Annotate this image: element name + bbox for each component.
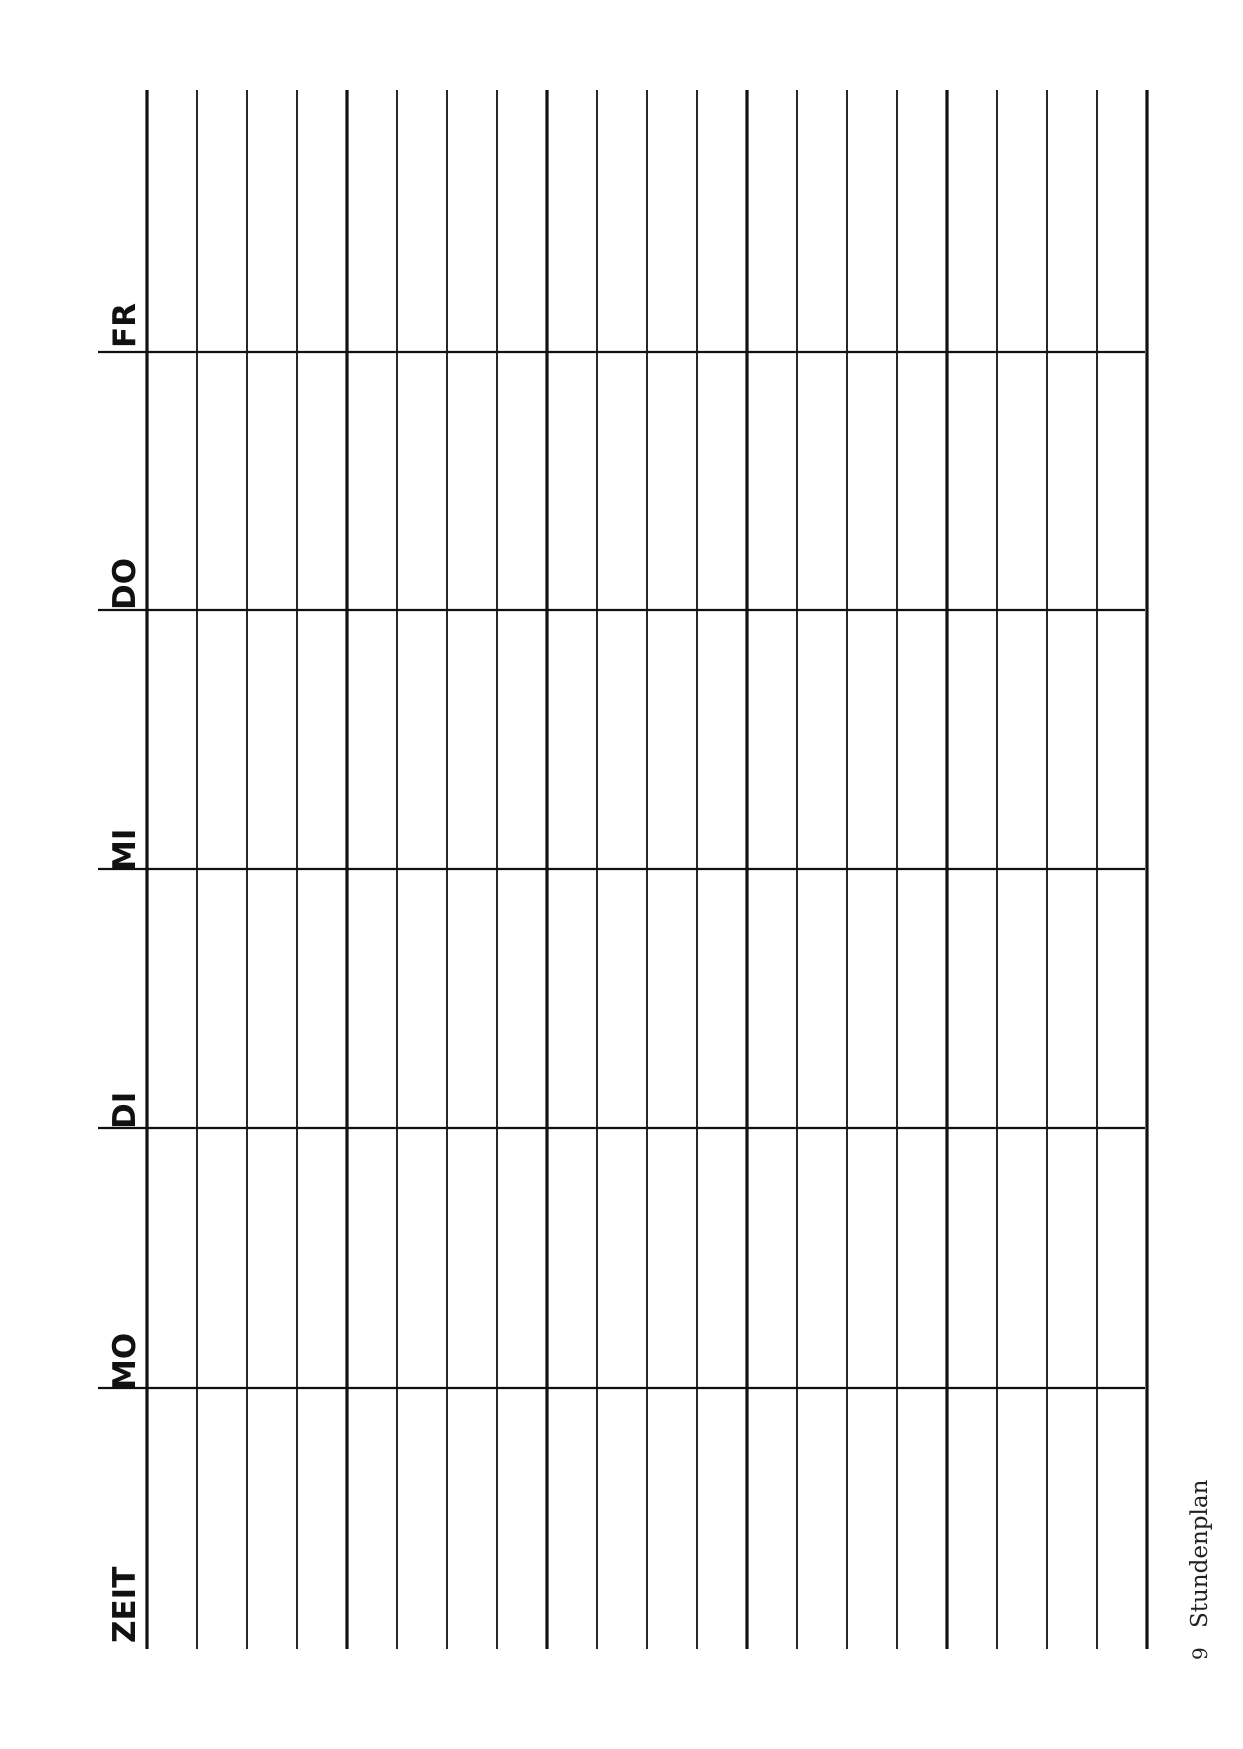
column-label-mi: MI (107, 828, 143, 871)
page-footer (1187, 1479, 1213, 1660)
column-label-fr: FR (107, 302, 143, 348)
timetable-grid (98, 90, 1147, 1649)
footer-title: Stundenplan (1187, 1479, 1213, 1628)
page-number: 9 (1188, 1647, 1212, 1660)
column-label-zeit: ZEIT (107, 1566, 143, 1643)
day-header-row (107, 303, 143, 1643)
column-label-do: DO (107, 557, 143, 610)
column-label-mo: MO (107, 1332, 143, 1390)
column-label-di: DI (107, 1091, 143, 1129)
